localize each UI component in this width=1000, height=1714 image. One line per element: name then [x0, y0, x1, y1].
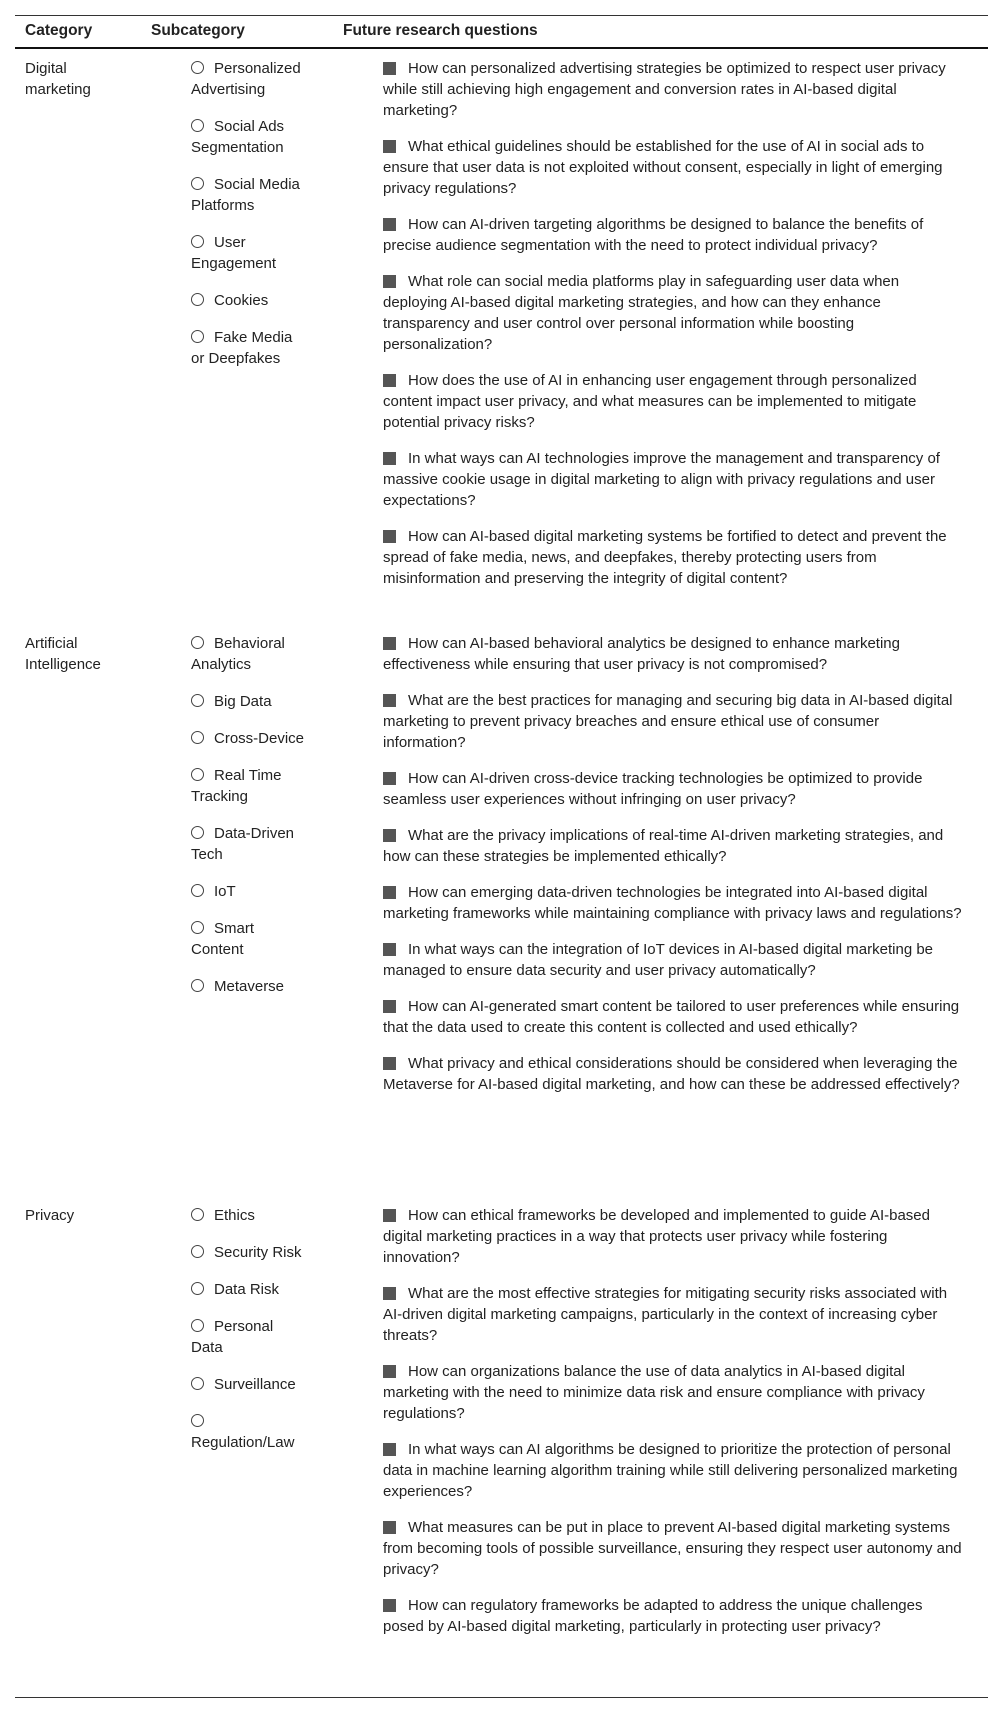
question-item	[383, 939, 963, 981]
subcategory-item	[191, 1279, 309, 1300]
subcategory-label: Behavioral Analytics	[191, 635, 285, 673]
category-cell: Artificial Intelligence	[25, 635, 101, 673]
square-bullet-icon	[383, 374, 396, 387]
subcategory-item	[191, 290, 309, 311]
header-rule	[15, 47, 988, 49]
subcategory-label: Data Risk	[214, 1281, 280, 1298]
subcategory-item	[191, 232, 309, 274]
square-bullet-icon	[383, 637, 396, 650]
question-item	[383, 768, 963, 810]
question-text: How can ethical frameworks be developed and implemented to guide AI-based digital marketing practices in a way that protects user privacy while fostering innovation?	[383, 1207, 930, 1266]
subcategory-label: User Engagement	[191, 234, 277, 272]
subcategory-item	[191, 174, 309, 216]
question-text: How can personalized advertising strategies be optimized to respect user privacy while still achieving high engagement and conversion rates in AI-based digital marketing?	[383, 60, 946, 119]
subcategory-label: Social Ads Segmentation	[191, 118, 285, 156]
subcategory-item	[191, 116, 309, 158]
question-text: What ethical guidelines should be established for the use of AI in social ads to ensure that user data is not exploited without consent, especially in light of emerging privacy regulations?	[383, 138, 943, 197]
question-text: What are the most effective strategies for mitigating security risks associated with AI-driven digital marketing campaigns, particularly in the context of increasing cyber threats?	[383, 1285, 948, 1344]
square-bullet-icon	[383, 943, 396, 956]
question-item	[383, 370, 963, 433]
square-bullet-icon	[383, 275, 396, 288]
square-bullet-icon	[383, 772, 396, 785]
questions-cell	[383, 1205, 963, 1652]
question-item	[383, 1361, 963, 1424]
square-bullet-icon	[383, 1057, 396, 1070]
subcategory-label: IoT	[214, 883, 236, 900]
question-text: How can AI-driven targeting algorithms be designed to balance the benefits of precise audience segmentation with the need to protect individual privacy?	[383, 216, 924, 254]
question-text: What privacy and ethical considerations should be considered when leveraging the Metaverse for AI-based digital marketing, and how can these be addressed effectively?	[383, 1055, 960, 1093]
question-text: How can emerging data-driven technologies be integrated into AI-based digital marketing frameworks while maintaining compliance with privacy laws and regulations?	[383, 884, 962, 922]
questions-cell	[383, 633, 963, 1110]
square-bullet-icon	[383, 218, 396, 231]
square-bullet-icon	[383, 452, 396, 465]
question-item	[383, 448, 963, 511]
square-bullet-icon	[383, 1000, 396, 1013]
circle-bullet-icon	[191, 119, 204, 132]
subcategory-label: Social Media Platforms	[191, 176, 300, 214]
question-text: How can AI-generated smart content be tailored to user preferences while ensuring that the data used to create this content is collected and used ethically?	[383, 998, 960, 1036]
subcategory-label: Cookies	[214, 292, 269, 309]
question-item	[383, 825, 963, 867]
subcategory-label: Big Data	[214, 693, 272, 710]
square-bullet-icon	[383, 1599, 396, 1612]
question-text: In what ways can the integration of IoT devices in AI-based digital marketing be managed to ensure data security and user privacy automatically?	[383, 941, 934, 979]
subcategory-item	[191, 765, 309, 807]
table-bottom-rule	[15, 1697, 988, 1698]
subcategory-label: Ethics	[214, 1207, 255, 1224]
subcategory-item	[191, 918, 309, 960]
square-bullet-icon	[383, 694, 396, 707]
question-item	[383, 882, 963, 924]
square-bullet-icon	[383, 530, 396, 543]
question-item	[383, 214, 963, 256]
square-bullet-icon	[383, 1443, 396, 1456]
circle-bullet-icon	[191, 1377, 204, 1390]
subcategory-item	[191, 823, 309, 865]
circle-bullet-icon	[191, 330, 204, 343]
subcategory-label: Regulation/Law	[191, 1434, 295, 1451]
subcategory-label: Real Time Tracking	[191, 767, 282, 805]
questions-cell	[383, 58, 963, 604]
subcategory-label: Metaverse	[214, 978, 285, 995]
question-item	[383, 996, 963, 1038]
question-text: What measures can be put in place to prevent AI-based digital marketing systems from becoming tools of possible surveillance, ensuring they respect user autonomy and privacy?	[383, 1519, 962, 1578]
question-text: In what ways can AI technologies improve the management and transparency of massive cookie usage in digital marketing to align with privacy regulations and user expectations?	[383, 450, 940, 509]
question-item	[383, 1053, 963, 1095]
circle-bullet-icon	[191, 235, 204, 248]
question-item	[383, 633, 963, 675]
square-bullet-icon	[383, 62, 396, 75]
category-cell: Privacy	[25, 1207, 75, 1224]
question-item	[383, 1205, 963, 1268]
question-text: How can regulatory frameworks be adapted to address the unique challenges posed by AI-based digital marketing, particularly in protecting user privacy?	[383, 1597, 923, 1635]
subcategory-item	[191, 1242, 309, 1263]
subcategory-label: Cross-Device	[214, 730, 305, 747]
subcategory-label: Personal Data	[191, 1318, 274, 1356]
circle-bullet-icon	[191, 1319, 204, 1332]
subcategory-label: Personalized Advertising	[191, 60, 301, 98]
question-item	[383, 690, 963, 753]
circle-bullet-icon	[191, 694, 204, 707]
question-text: How can AI-based behavioral analytics be designed to enhance marketing effectiveness while ensuring that user privacy is not compromised?	[383, 635, 900, 673]
square-bullet-icon	[383, 1287, 396, 1300]
circle-bullet-icon	[191, 979, 204, 992]
subcategory-item	[191, 633, 309, 675]
question-text: How can AI-based digital marketing systems be fortified to detect and prevent the spread of fake media, news, and deepfakes, thereby protecting users from misinformation and preserving the integrity of digital content?	[383, 528, 947, 587]
subcategory-label: Data-Driven Tech	[191, 825, 295, 863]
circle-bullet-icon	[191, 1208, 204, 1221]
circle-bullet-icon	[191, 293, 204, 306]
square-bullet-icon	[383, 140, 396, 153]
circle-bullet-icon	[191, 1282, 204, 1295]
subcategory-item	[191, 1316, 309, 1358]
subcategory-item	[191, 1411, 309, 1453]
circle-bullet-icon	[191, 636, 204, 649]
circle-bullet-icon	[191, 1414, 204, 1427]
question-text: What are the best practices for managing and securing big data in AI-based digital marketing to prevent privacy breaches and ensure ethical use of consumer information?	[383, 692, 953, 751]
subcategory-item	[191, 327, 309, 369]
circle-bullet-icon	[191, 921, 204, 934]
question-item	[383, 1595, 963, 1637]
square-bullet-icon	[383, 1365, 396, 1378]
header-questions: Future research questions	[343, 22, 538, 39]
subcategory-label: Fake Media or Deepfakes	[191, 329, 293, 367]
question-text: How can organizations balance the use of data analytics in AI-based digital marketing with the need to minimize data risk and ensure compliance with privacy regulations?	[383, 1363, 925, 1422]
subcategory-cell	[191, 58, 309, 385]
subcategory-label: Smart Content	[191, 920, 255, 958]
square-bullet-icon	[383, 829, 396, 842]
subcategory-item	[191, 691, 309, 712]
question-text: How can AI-driven cross-device tracking technologies be optimized to provide seamless user experiences without infringing on user privacy?	[383, 770, 923, 808]
circle-bullet-icon	[191, 768, 204, 781]
question-item	[383, 58, 963, 121]
circle-bullet-icon	[191, 731, 204, 744]
square-bullet-icon	[383, 886, 396, 899]
subcategory-label: Security Risk	[214, 1244, 302, 1261]
circle-bullet-icon	[191, 826, 204, 839]
header-subcategory: Subcategory	[151, 22, 245, 39]
square-bullet-icon	[383, 1209, 396, 1222]
header-category: Category	[25, 22, 93, 39]
question-text: What are the privacy implications of real-time AI-driven marketing strategies, and how can these strategies be implemented ethically?	[383, 827, 944, 865]
subcategory-item	[191, 1205, 309, 1226]
question-text: How does the use of AI in enhancing user engagement through personalized content impact user privacy, and what measures can be implemented to mitigate potential privacy risks?	[383, 372, 917, 431]
question-item	[383, 1283, 963, 1346]
subcategory-item	[191, 881, 309, 902]
subcategory-cell	[191, 633, 309, 1013]
circle-bullet-icon	[191, 61, 204, 74]
circle-bullet-icon	[191, 1245, 204, 1258]
question-item	[383, 1517, 963, 1580]
question-item	[383, 136, 963, 199]
square-bullet-icon	[383, 1521, 396, 1534]
subcategory-item	[191, 58, 309, 100]
subcategory-item	[191, 728, 309, 749]
question-item	[383, 526, 963, 589]
circle-bullet-icon	[191, 177, 204, 190]
question-item	[383, 271, 963, 355]
question-item	[383, 1439, 963, 1502]
question-text: What role can social media platforms play in safeguarding user data when deploying AI-based digital marketing strategies, and how can they enhance transparency and user control over personal information while boosting personalization?	[383, 273, 900, 353]
subcategory-item	[191, 1374, 309, 1395]
subcategory-item	[191, 976, 309, 997]
circle-bullet-icon	[191, 884, 204, 897]
question-text: In what ways can AI algorithms be designed to prioritize the protection of personal data in machine learning algorithm training while still delivering personalized marketing experiences?	[383, 1441, 958, 1500]
category-cell: Digital marketing	[25, 60, 91, 98]
subcategory-cell	[191, 1205, 309, 1469]
subcategory-label: Surveillance	[214, 1376, 296, 1393]
table-top-rule	[15, 15, 988, 16]
